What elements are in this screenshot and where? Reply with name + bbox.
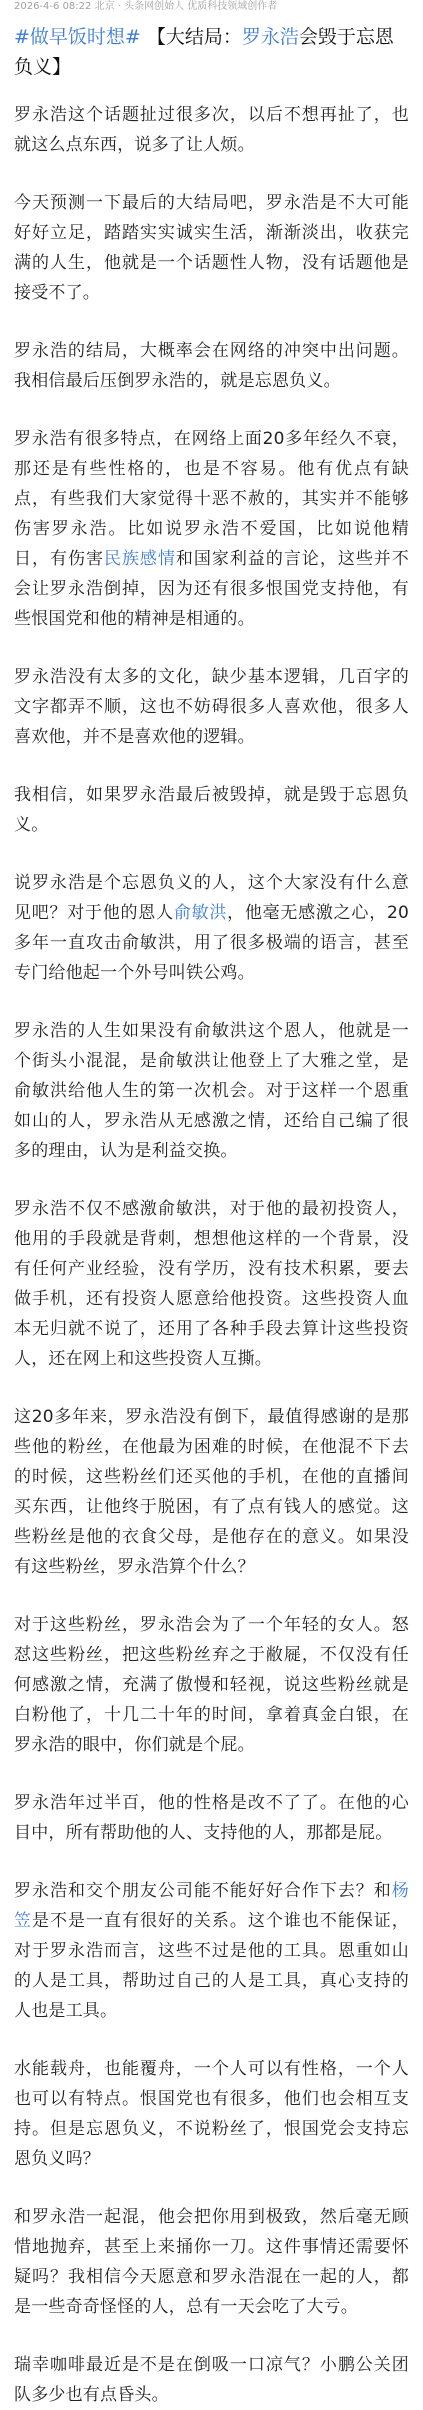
text-span: 罗永浩的人生如果没有俞敏洪这个恩人，他就是一个街头小混混，是俞敏洪让他登上了大雅之堂，是俞敏洪给他人生的第一次机会。对于这样一个恩重如山的人，罗永浩从无感激之情，还给自己编了很多的理由，认为是利益交换。 bbox=[14, 1021, 409, 1161]
paragraph bbox=[14, 100, 409, 160]
paragraph bbox=[14, 1194, 409, 1374]
text-span: 和罗永浩一起混，他会把你用到极致，然后毫无顾惜地抛弃，甚至上来捅你一刀。这件事情还需要怀疑吗？我相信今天愿意和罗永浩混在一起的人，都是一些奇奇怪怪的人，总有一天会吃了大亏。 bbox=[14, 2207, 409, 2317]
text-span: 罗永浩的结局，大概率会在网络的冲突中出问题。我相信最后压倒罗永浩的，就是忘恩负义。 bbox=[14, 341, 409, 391]
text-span: 是不是一直有很好的关系。这个谁也不能保证，对于罗永浩而言，这些不过是他的工具。恩重如山的人是工具，帮助过自己的人是工具，真心支持的人也是工具。 bbox=[14, 1911, 410, 2021]
text-span: 我相信，如果罗永浩最后被毁掉，就是毁于忘恩负义。 bbox=[14, 785, 409, 835]
text-span: 对于这些粉丝，罗永浩会为了一个年轻的女人。怒怼这些粉丝，把这些粉丝弃之于敝屣，不仅没有任何感激之情，充满了傲慢和轻视，说这些粉丝就是白粉他了，十几二十年的时间，拿着真金白银，在罗永浩的眼中，你们就是个屁。 bbox=[14, 1615, 409, 1755]
article-body bbox=[14, 100, 409, 2410]
text-span: 这20多年来，罗永浩没有倒下，最值得感谢的是那些他的粉丝，在他最为困难的时候，在他混不下去的时候，这些粉丝们还买他的手机，在他的直播间买东西，让他终于脱困，有了点有钱人的感觉。这些粉丝是他的衣食父母，是他存在的意义。如果没有这些粉丝，罗永浩算个什么？ bbox=[14, 1407, 409, 1577]
paragraph bbox=[14, 1876, 409, 2026]
paragraph bbox=[14, 780, 409, 840]
text-span: 罗永浩年过半百，他的性格是改不了了。在他的心目中，所有帮助他的人、支持他的人，那都是屁。 bbox=[14, 1793, 409, 1843]
paragraph bbox=[14, 2054, 409, 2174]
text-span: 今天预测一下最后的大结局吧，罗永浩是不大可能好好立足，踏踏实实诚实生活，渐渐淡出，收获完满的人生，他就是一个话题性人物，没有话题他是接受不了。 bbox=[14, 193, 409, 303]
topic-link[interactable]: 罗永浩 bbox=[241, 26, 299, 48]
article-title bbox=[14, 22, 409, 82]
paragraph bbox=[14, 1788, 409, 1848]
paragraph bbox=[14, 868, 409, 988]
topic-link[interactable]: #做早饭时想# bbox=[14, 26, 147, 48]
text-span: 【大结局： bbox=[146, 26, 242, 48]
text-span: 罗永浩和交个朋友公司能不能好好合作下去？和 bbox=[14, 1881, 392, 1901]
topic-link[interactable]: 杨笠 bbox=[14, 1881, 409, 1931]
text-span: 说罗永浩是个忘恩负义的人，这个大家没有什么意见吧？对于他的恩人 bbox=[14, 873, 409, 923]
paragraph bbox=[14, 1402, 409, 1582]
text-span: 罗永浩这个话题扯过很多次，以后不想再扯了，也就这么点东西，说多了让人烦。 bbox=[14, 105, 409, 155]
text-span: 罗永浩没有太多的文化，缺少基本逻辑，几百字的文字都弄不顺，这也不妨碍很多人喜欢他，很多人喜欢他，并不是喜欢他的逻辑。 bbox=[14, 667, 409, 747]
text-span: 和国家利益的言论，这些并不会让罗永浩倒掉，因为还有很多恨国党支持他，有些恨国党和他的精神是相通的。 bbox=[14, 549, 409, 629]
paragraph bbox=[14, 2202, 409, 2322]
paragraph bbox=[14, 662, 409, 752]
text-span: 罗永浩不仅不感激俞敏洪，对于他的最初投资人，他用的手段就是背刺，想想他这样的一个背景，没有任何产业经验，没有学历，没有技术积累，要去做手机，还有投资人愿意给他投资。这些投资人血本无归就不说了，还用了各种手段去算计这些投资人，还在网上和这些投资人互撕。 bbox=[14, 1199, 409, 1369]
topic-link[interactable]: 俞敏洪 bbox=[173, 903, 228, 923]
text-span: 水能载舟，也能覆舟，一个人可以有性格，一个人也可以有特点。恨国党也有很多，他们也会相互支持。但是忘恩负义，不说粉丝了，恨国党会支持忘恩负义吗？ bbox=[14, 2059, 409, 2169]
text-span: ，他毫无感激之心，20多年一直攻击俞敏洪，用了很多极端的语言，甚至专门给他起一个外号叫铁公鸡。 bbox=[14, 903, 409, 983]
topic-link[interactable]: 民族感情 bbox=[103, 549, 176, 569]
text-span: 罗永浩有很多特点，在网络上面20多年经久不衰，那还是有些性格的，也是不容易。他有优点有缺点，有些我们大家觉得十恶不赦的，其实并不能够伤害罗永浩。比如说罗永浩不爱国，比如说他精日，有伤害 bbox=[14, 429, 409, 569]
paragraph bbox=[14, 336, 409, 396]
paragraph bbox=[14, 1016, 409, 1166]
meta-line: 2026-4-6 08:22 北京 · 头条网创始人 优质科技领域创作者 bbox=[14, 1, 278, 12]
paragraph bbox=[14, 188, 409, 308]
text-span: 瑞幸咖啡最近是不是在倒吸一口凉气？小鹏公关团队多少也有点昏头。 bbox=[14, 2355, 409, 2405]
text-span: 会毁于忘恩负义】 bbox=[14, 26, 394, 78]
paragraph bbox=[14, 2350, 409, 2410]
article bbox=[0, 18, 423, 2410]
paragraph bbox=[14, 1610, 409, 1760]
paragraph bbox=[14, 424, 409, 634]
